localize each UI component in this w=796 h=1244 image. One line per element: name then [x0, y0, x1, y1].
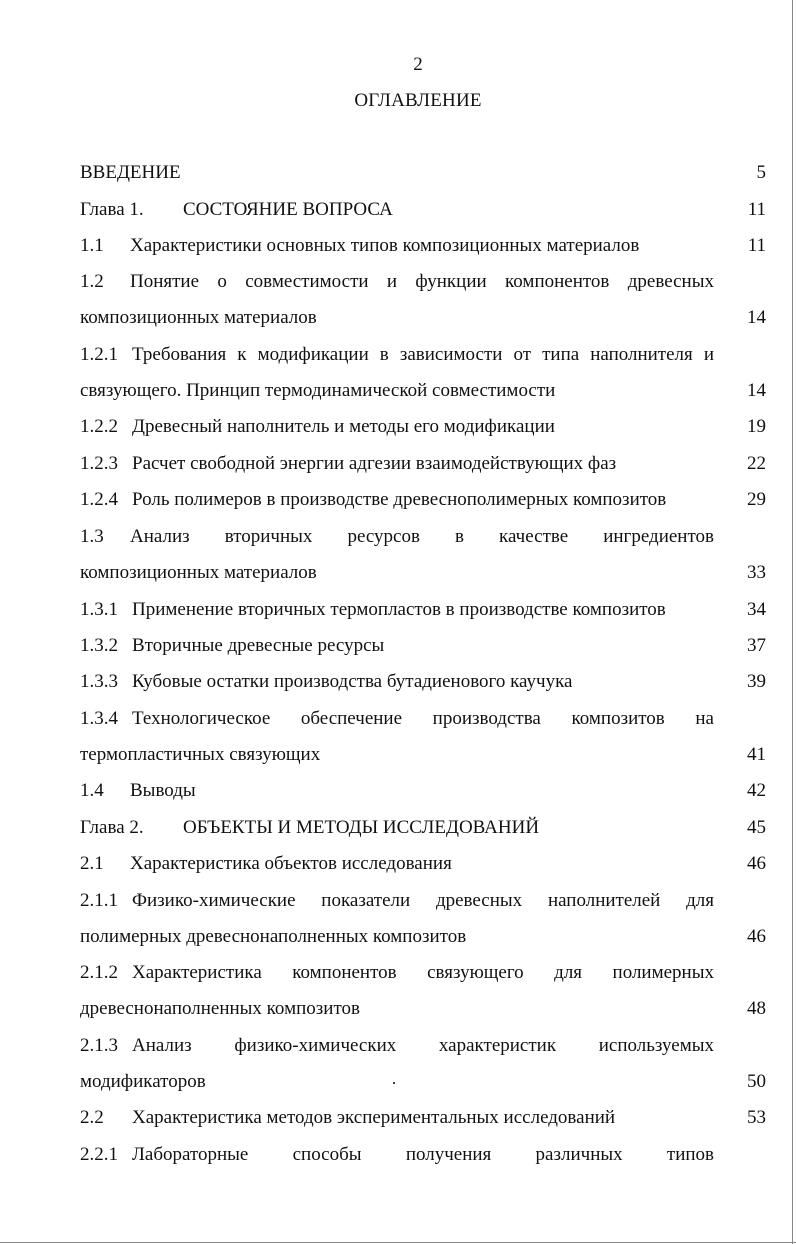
toc-entry-text: Анализ физико-химических характеристик используемых [132, 1035, 714, 1056]
toc-entry-1-2-1 [80, 342, 714, 368]
toc-entry-2-2-1 [80, 1142, 714, 1168]
page-title: ОГЛАВЛЕНИЕ [354, 90, 482, 111]
toc-entry-text: Физико-химические показатели древесных наполнителей для [132, 890, 714, 911]
toc-entry-text: Вторичные древесные ресурсы [132, 635, 385, 656]
toc-entry-text: Характеристика методов экспериментальных исследований [132, 1107, 616, 1128]
toc-page-number: 45 [747, 817, 766, 838]
toc-page-number: 39 [747, 671, 766, 692]
toc-entry-continuation: древеснонаполненных композитов [80, 998, 360, 1019]
toc-entry-1-3-3 [80, 669, 720, 695]
toc-entry-1-3-1 [80, 597, 720, 623]
toc-page-number: 41 [747, 744, 766, 765]
toc-entry-chapter-1 [80, 197, 720, 223]
toc-page-number: 48 [747, 998, 766, 1019]
toc-entry-text: Анализ вторичных ресурсов в качестве ингредиентов [130, 526, 714, 547]
toc-entry-text: Характеристика компонентов связующего для полимерных [132, 962, 714, 983]
toc-entry-2-1-1 [80, 888, 714, 914]
toc-entry-2-1 [80, 851, 720, 877]
toc-entry-number: 1.3.2 [80, 635, 118, 656]
toc-page-number: 5 [756, 162, 766, 183]
toc-entry-introduction [80, 160, 720, 186]
toc-entry-text: ОБЪЕКТЫ И МЕТОДЫ ИССЛЕДОВАНИЙ [183, 817, 540, 838]
toc-entry-1-3 [80, 524, 714, 550]
toc-entry-number: 2.2 [80, 1107, 104, 1128]
toc-page-number: 33 [747, 562, 766, 583]
toc-entry-number: 1.3.1 [80, 599, 118, 620]
toc-entry-1-1 [80, 233, 720, 259]
toc-entry-1-2-2 [80, 414, 720, 440]
toc-page-number: 19 [747, 416, 766, 437]
page-number: 2 [413, 54, 423, 75]
toc-entry-number: 1.2 [80, 271, 104, 292]
toc-entry-text: Понятие о совместимости и функции компонентов древесных [130, 271, 714, 292]
toc-entry-number: 2.1.2 [80, 962, 118, 983]
toc-entry-continuation: связующего. Принцип термодинамической совместимости [80, 380, 556, 401]
toc-entry-text: Лабораторные способы получения различных типов [132, 1144, 714, 1165]
toc-entry-1-2 [80, 269, 714, 295]
toc-entry-1-2-3 [80, 451, 720, 477]
toc-entry-continuation: термопластичных связующих [80, 744, 321, 765]
toc-entry-number: 1.3.4 [80, 708, 118, 729]
toc-entry-text: Характеристики основных типов композиционных материалов [130, 235, 640, 256]
toc-entry-number: 2.1 [80, 853, 104, 874]
toc-entry-continuation: модификаторов [80, 1071, 206, 1092]
toc-page-number: 14 [747, 307, 766, 328]
toc-entry-number: 1.3 [80, 526, 104, 547]
toc-page-number: 37 [747, 635, 766, 656]
toc-page-number: 46 [747, 926, 766, 947]
toc-entry-1-3-2 [80, 633, 720, 659]
toc-entry-text: Древесный наполнитель и методы его модификации [132, 416, 555, 437]
toc-entry-number: 2.1.1 [80, 890, 118, 911]
toc-entry-text: Требования к модификации в зависимости от типа наполнителя и [132, 344, 714, 365]
toc-entry-number: 1.3.3 [80, 671, 118, 692]
toc-entry-1-4 [80, 778, 720, 804]
toc-entry-2-1-2 [80, 960, 714, 986]
toc-entry-chapter-2 [80, 815, 720, 841]
toc-entry-text: Роль полимеров в производстве древеснополимерных композитов [132, 489, 667, 510]
toc-page-number: 50 [747, 1071, 766, 1092]
toc-entry-number: 1.1 [80, 235, 104, 256]
toc-entry-text: СОСТОЯНИЕ ВОПРОСА [183, 199, 393, 220]
scan-speck [393, 1082, 395, 1084]
toc-entry-number: 1.2.4 [80, 489, 118, 510]
toc-page-number: 14 [747, 380, 766, 401]
toc-page-number: 46 [747, 853, 766, 874]
toc-entry-continuation: композиционных материалов [80, 562, 317, 583]
toc-entry-continuation: полимерных древеснонаполненных композитов [80, 926, 467, 947]
toc-page-number: 53 [747, 1107, 766, 1128]
toc-entry-text: Расчет свободной энергии адгезии взаимодействующих фаз [132, 453, 617, 474]
toc-entry-number: 1.2.1 [80, 344, 118, 365]
toc-entry-continuation: композиционных материалов [80, 307, 317, 328]
toc-entry-text: Характеристика объектов исследования [130, 853, 452, 874]
toc-entry-1-3-4 [80, 706, 714, 732]
toc-page-number: 22 [747, 453, 766, 474]
toc-entry-text: Технологическое обеспечение производства композитов на [132, 708, 714, 729]
toc-entry-number: 1.4 [80, 780, 104, 801]
toc-entry-number: 2.1.3 [80, 1035, 118, 1056]
toc-entry-text: Кубовые остатки производства бутадиенового каучука [132, 671, 573, 692]
toc-entry-2-2 [80, 1105, 720, 1131]
toc-entry-number: Глава 1. [80, 199, 144, 220]
toc-page-number: 11 [747, 235, 766, 256]
toc-entry-text: Применение вторичных термопластов в производстве композитов [132, 599, 666, 620]
toc-entry-text: Выводы [130, 780, 196, 801]
toc-entry-number: 2.2.1 [80, 1144, 118, 1165]
toc-page-number: 34 [747, 599, 766, 620]
toc-page-number: 11 [747, 199, 766, 220]
toc-entry-number: Глава 2. [80, 817, 144, 838]
toc-entry-number: 1.2.3 [80, 453, 118, 474]
toc-entry-2-1-3 [80, 1033, 714, 1059]
toc-page-number: 42 [747, 780, 766, 801]
toc-page-number: 29 [747, 489, 766, 510]
toc-entry-number: 1.2.2 [80, 416, 118, 437]
toc-entry-1-2-4 [80, 487, 720, 513]
toc-entry-text: ВВЕДЕНИЕ [80, 162, 181, 183]
